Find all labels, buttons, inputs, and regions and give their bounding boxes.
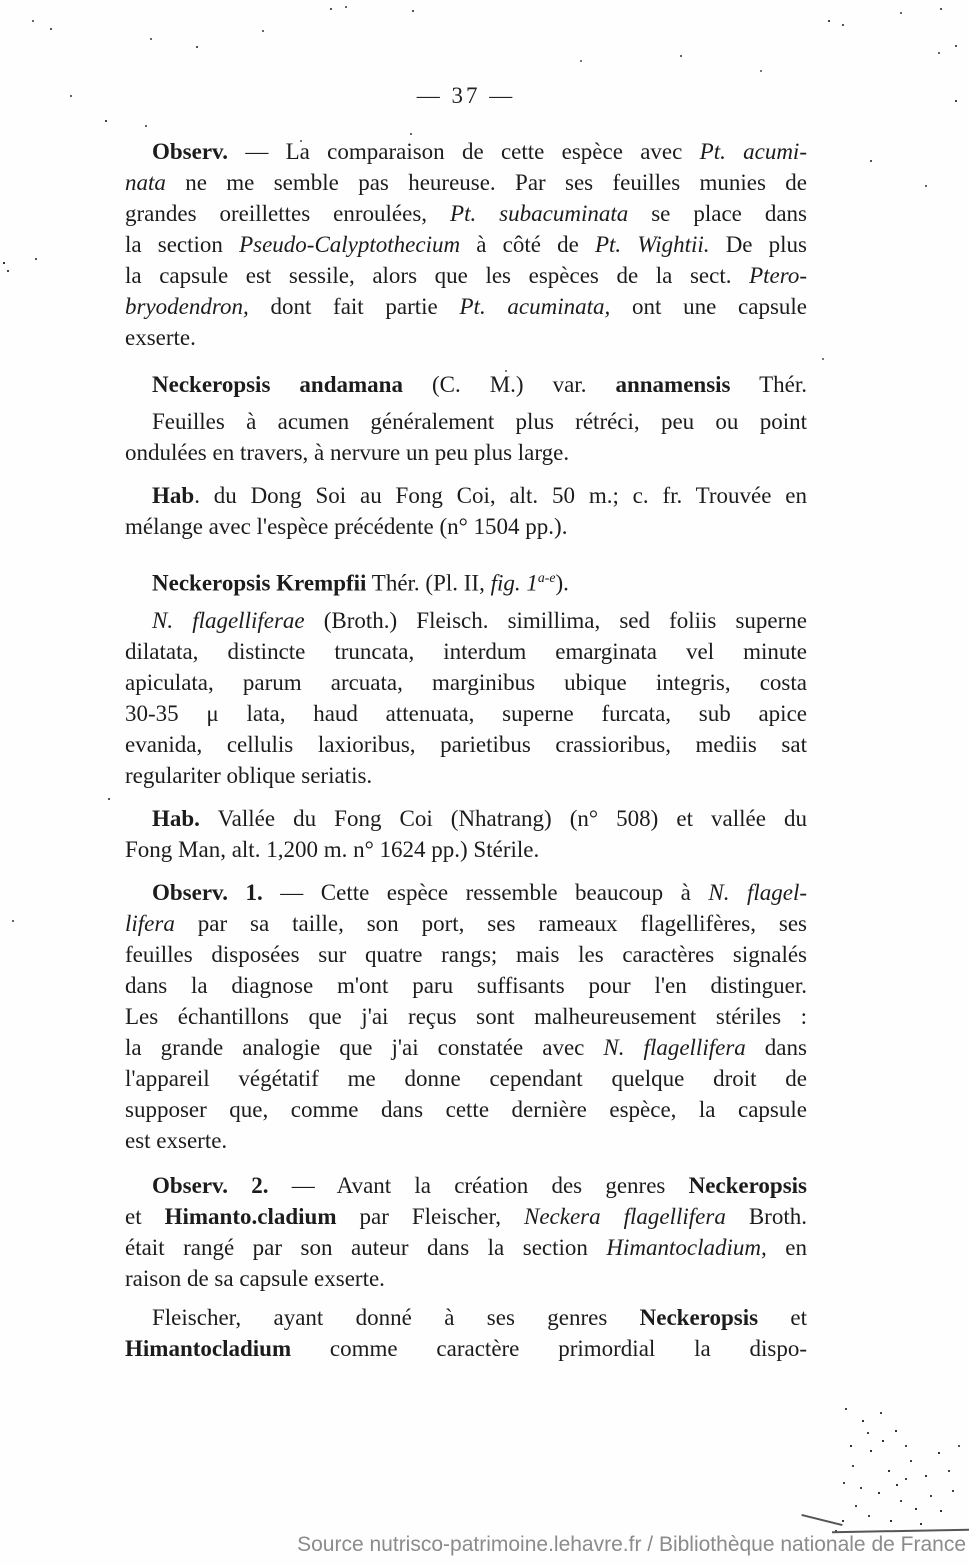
text-line — [125, 1201, 807, 1232]
text-run: evanida, cellulis laxioribus, parietibus crassioribus, mediis sat — [125, 731, 807, 757]
text-run: Pt. acumi- — [699, 139, 807, 164]
heading-krempfii — [125, 562, 807, 599]
text-line — [125, 511, 807, 542]
text-run: lifera — [125, 910, 175, 936]
text-line — [125, 1333, 807, 1364]
text-line — [125, 369, 807, 400]
text-run: feuilles disposées sur quatre rangs; mais les caractères signalés — [125, 941, 807, 967]
text-run: la grande analogie que j'ai constatée avec — [125, 1034, 604, 1060]
text-run: N. flagelliferae — [152, 607, 305, 633]
text-run: dans la diagnose m'ont paru suffisants pour l'en distinguer. — [125, 972, 807, 998]
text-line — [125, 834, 807, 865]
text-run: a-e — [537, 570, 556, 585]
paragraph-observ-note — [125, 136, 807, 353]
paragraph-fleischer — [125, 1302, 807, 1364]
text-run: ). — [555, 570, 569, 596]
heading-andamana — [125, 369, 807, 400]
text-run: se place dans — [628, 201, 807, 226]
text-line — [125, 605, 807, 636]
text-run: Fong Man, alt. 1,200 m. n° 1624 pp.) Stérile. — [125, 836, 540, 862]
text-line — [125, 760, 807, 791]
text-line — [125, 698, 807, 729]
text-run: (C. M.) var. — [402, 372, 616, 397]
text-run: Feuilles à acumen généralement plus rétréci, peu ou point — [152, 409, 807, 434]
text-line — [125, 1125, 807, 1156]
text-run: annamensis — [615, 372, 731, 397]
text-run: dilatata, distincte truncata, interdum emarginata vel minute — [125, 638, 807, 664]
text-run: la section — [125, 232, 240, 257]
text-line — [125, 1263, 807, 1294]
text-line — [125, 803, 807, 834]
text-line — [125, 1032, 807, 1063]
text-run: supposer que, comme dans cette dernière espèce, la capsule — [125, 1096, 807, 1122]
text-run: Hab — [152, 483, 195, 508]
text-run: Neckeropsis — [639, 1304, 759, 1330]
text-run: Ptero- — [749, 263, 807, 288]
text-run: — Avant la création des genres — [268, 1172, 689, 1198]
text-run: comme caractère primordial la dispo- — [291, 1335, 807, 1361]
text-line — [125, 636, 807, 667]
text-run: et — [125, 1203, 165, 1229]
text-line — [125, 1232, 807, 1263]
text-run: Pt. Wightii. — [594, 232, 710, 257]
scan-noise-cluster — [0, 0, 2, 2]
text-run: Hab. — [152, 805, 200, 831]
text-line — [125, 939, 807, 970]
text-line — [125, 167, 807, 198]
text-line — [125, 1001, 807, 1032]
text-line — [125, 562, 807, 599]
text-run: grandes oreillettes enroulées, — [125, 201, 451, 226]
text-run: 30-35 μ lata, haud attenuata, superne furcata, sub apice — [125, 700, 807, 726]
text-run: ont une capsule — [610, 294, 807, 319]
text-line — [125, 406, 807, 437]
text-line — [125, 260, 807, 291]
text-line — [125, 729, 807, 760]
text-line — [125, 136, 807, 167]
text-run: De plus — [709, 232, 808, 257]
text-column — [125, 136, 807, 1364]
text-run: ondulées en travers, à nervure un peu plus large. — [125, 440, 570, 465]
text-run: apiculata, parum arcuata, marginibus ubique integris, costa — [125, 669, 807, 695]
text-line — [125, 480, 807, 511]
text-run: Himanto.cladium — [164, 1203, 337, 1229]
text-run: N. flagel- — [708, 879, 807, 905]
text-line — [125, 970, 807, 1001]
text-run: bryodendron, — [125, 294, 249, 319]
text-run: Pt. acuminata, — [459, 294, 611, 319]
text-run: en — [766, 1234, 807, 1260]
paragraph-observ-2 — [125, 1170, 807, 1294]
source-attribution: Source nutrisco-patrimoine.lehavre.fr / Bibliothèque nationale de France — [297, 1533, 966, 1556]
paragraph-hab-krempfii — [125, 803, 807, 865]
paragraph-observ-1 — [125, 877, 807, 1156]
text-run: exserte. — [125, 325, 196, 350]
text-line — [125, 1302, 807, 1333]
text-run: et — [758, 1304, 808, 1330]
text-line — [125, 198, 807, 229]
text-run: est exserte. — [125, 1127, 228, 1153]
text-run: ne me semble pas heureuse. Par ses feuilles munies de — [165, 170, 807, 195]
paragraph-feuilles — [125, 406, 807, 468]
text-line — [125, 322, 807, 353]
text-run: (Broth.) Fleisch. simillima, sed foliis superne — [304, 607, 807, 633]
text-run: par sa taille, son port, ses rameaux flagellifères, ses — [174, 910, 807, 936]
text-run: à côté de — [460, 232, 595, 257]
text-run: — La comparaison de cette espèce avec — [228, 139, 700, 164]
text-run: Broth. — [725, 1203, 807, 1229]
page-number: — 37 — — [416, 83, 516, 108]
text-run: était rangé par son auteur dans la section — [125, 1234, 607, 1260]
text-line — [125, 1094, 807, 1125]
text-run: — Cette espèce ressemble beaucoup à — [262, 879, 709, 905]
text-line — [125, 437, 807, 468]
text-run: mélange avec l'espèce précédente (n° 1504 pp.). — [125, 514, 568, 539]
text-run: Observ. 1. — [152, 879, 263, 905]
text-line — [125, 229, 807, 260]
text-run: Pseudo-Calyptothecium — [239, 232, 461, 257]
text-run: Thér. — [730, 372, 808, 397]
text-run: regulariter oblique seriatis. — [125, 762, 373, 788]
text-run: Neckera flagellifera — [524, 1203, 726, 1229]
paragraph-hab-andamana — [125, 480, 807, 542]
text-run: Pt. subacuminata — [450, 201, 629, 226]
text-run: Fleischer, ayant donné à ses genres — [152, 1304, 640, 1330]
scan-scratch-line — [801, 1514, 842, 1526]
text-run: Neckeropsis — [688, 1172, 807, 1198]
text-run: N. flagellifera — [603, 1034, 746, 1060]
text-run: Himantocladium — [125, 1335, 292, 1361]
text-run: fig. 1 — [490, 570, 538, 596]
text-run: Observ. — [152, 139, 229, 164]
text-line — [125, 667, 807, 698]
text-run: . du Dong Soi au Fong Coi, alt. 50 m.; c. fr. Trouvée en — [194, 483, 807, 508]
text-run: Neckeropsis Krempfii — [152, 570, 367, 596]
text-run: la capsule est sessile, alors que les espèces de la sect. — [125, 263, 750, 288]
text-run: Observ. 2. — [152, 1172, 269, 1198]
text-line — [125, 1063, 807, 1094]
text-run: Himantocladium, — [606, 1234, 767, 1260]
text-run: Thér. (Pl. II, — [366, 570, 491, 596]
text-run: dans — [745, 1034, 807, 1060]
text-line — [125, 908, 807, 939]
text-run: par Fleischer, — [336, 1203, 524, 1229]
text-line — [125, 877, 807, 908]
text-run: nata — [125, 170, 166, 195]
text-line — [125, 291, 807, 322]
text-run: Neckeropsis andamana — [152, 372, 403, 397]
text-run: Vallée du Fong Coi (Nhatrang) (n° 508) et vallée du — [199, 805, 807, 831]
text-run: l'appareil végétatif me donne cependant quelque droit de — [125, 1065, 807, 1091]
text-line — [125, 1170, 807, 1201]
text-run: dont fait partie — [248, 294, 460, 319]
text-run: raison de sa capsule exserte. — [125, 1265, 385, 1291]
text-run: Les échantillons que j'ai reçus sont malheureusement stériles : — [125, 1003, 807, 1029]
paragraph-latin-diagnosis — [125, 605, 807, 791]
